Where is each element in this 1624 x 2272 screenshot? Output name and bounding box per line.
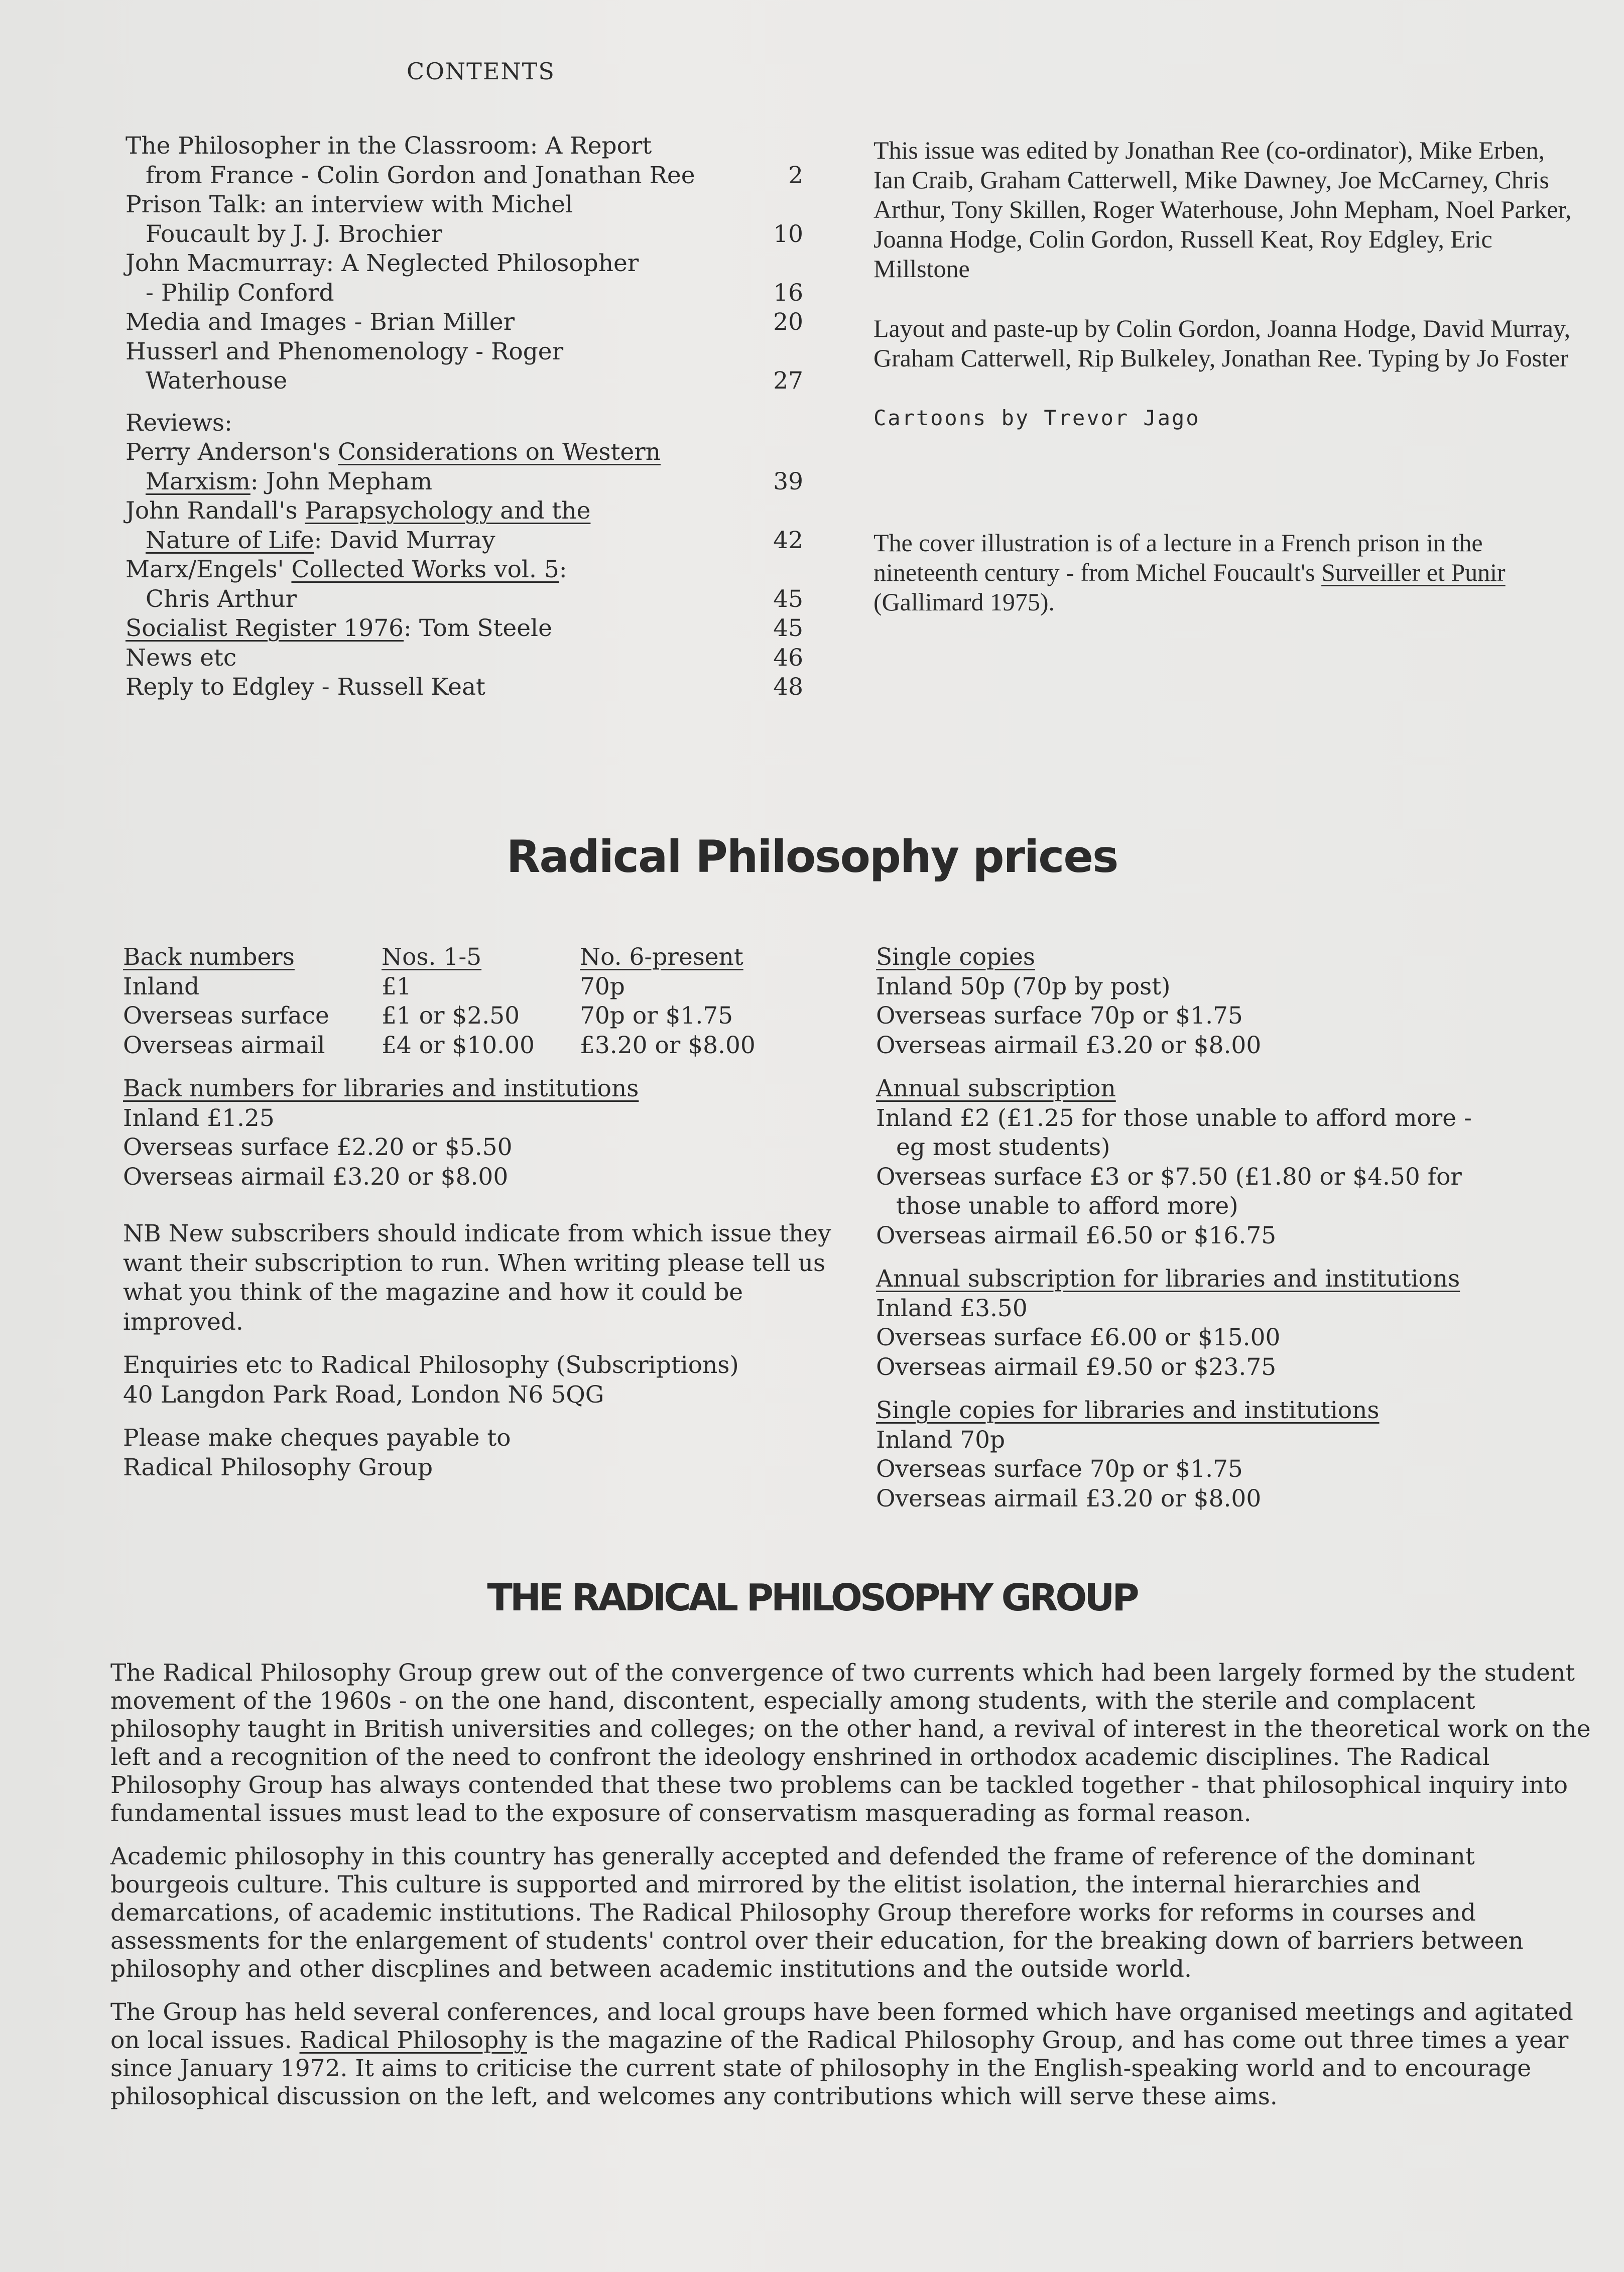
cover-text: The cover illustration is of a lecture in a French prison in the nineteenth century - from Michel Foucault's [873, 529, 1483, 586]
price-line: Overseas surface £2.20 or $5.50 [123, 1133, 513, 1161]
price-line: Overseas airmail £3.20 or $8.00 [876, 1031, 1262, 1059]
reviewer: : David Murray [314, 526, 495, 554]
back-numbers-table [123, 943, 851, 1060]
toc-page: 45 [773, 585, 803, 613]
price-line: Overseas airmail £3.20 or $8.00 [123, 1163, 509, 1191]
price-line: Overseas surface 70p or $1.75 [876, 1002, 1243, 1030]
section-heading: Annual subscription for libraries and institutions [876, 1265, 1460, 1293]
toc-page: 27 [773, 367, 803, 395]
price-line: eg most students) [896, 1133, 1110, 1161]
group-paragraph [110, 1998, 1591, 2111]
toc-page: 20 [773, 308, 803, 336]
cheques-note [123, 1424, 851, 1482]
toc-page: 39 [773, 467, 803, 495]
toc-entry [126, 614, 803, 644]
review-book-title: Nature of Life [146, 526, 314, 554]
note-line: Radical Philosophy Group [123, 1453, 433, 1481]
toc-entry [126, 308, 803, 337]
layout-paragraph: Layout and paste-up by Colin Gordon, Joanna Hodge, David Murray, Graham Catterwell, Rip Bulkeley, Jonathan Ree. Typing by Jo Foster [873, 314, 1571, 372]
table-cell: Inland [123, 972, 200, 1000]
review-author: Marx/Engels' [126, 556, 292, 583]
cover-book-title: Surveiller et Punir [1321, 558, 1506, 586]
toc-page: 46 [773, 644, 803, 672]
review-book-title: Parapsychology and the [305, 497, 591, 525]
price-line: Overseas surface 70p or $1.75 [876, 1455, 1243, 1483]
section-heading: Back numbers for libraries and institutions [123, 1075, 639, 1102]
group-heading: THE RADICAL PHILOSOPHY GROUP [487, 1576, 1137, 1619]
table-header: Back numbers [123, 943, 295, 971]
toc-title: Foucault by J. J. Brochier [146, 220, 443, 248]
annual-subscription-libraries [876, 1265, 1589, 1382]
price-line: Inland £1.25 [123, 1104, 275, 1132]
price-line: Overseas airmail £3.20 or $8.00 [876, 1484, 1262, 1512]
prices-left-column [123, 943, 851, 1482]
price-line: Inland 50p (70p by post) [876, 972, 1171, 1000]
table-header: No. 6-present [580, 943, 743, 971]
paragraph-text: The Group has held several conferences, and local groups have been formed which have organised meetings and agitated on local issues. [110, 1998, 1573, 2054]
price-line: those unable to afford more) [896, 1192, 1238, 1220]
price-line: Inland 70p [876, 1426, 1006, 1454]
punctuation: : [559, 556, 567, 583]
table-cell: 70p [580, 972, 625, 1000]
toc-page: 16 [773, 279, 803, 307]
toc-entry [126, 644, 803, 673]
cartoons-credit: Cartoons by Trevor Jago [873, 406, 1200, 430]
toc-entry [126, 496, 803, 555]
toc-page: 42 [773, 526, 803, 554]
single-copies [876, 943, 1589, 1060]
toc-title: The Philosopher in the Classroom: A Report [126, 132, 652, 160]
price-line: Overseas surface £6.00 or $15.00 [876, 1324, 1281, 1351]
section-heading: Single copies [876, 943, 1036, 971]
toc-page: 45 [773, 614, 803, 642]
review-author: John Randall's [126, 497, 305, 525]
table-of-contents [126, 132, 803, 702]
toc-entry [126, 438, 803, 496]
toc-entry [126, 190, 803, 249]
toc-entry [126, 337, 803, 396]
annual-subscription [876, 1074, 1589, 1250]
toc-page: 10 [773, 220, 803, 248]
toc-title: John Macmurray: A Neglected Philosopher [126, 249, 639, 277]
address-line: Enquiries etc to Radical Philosophy (Subscriptions) [123, 1351, 739, 1379]
issue-credits [873, 136, 1576, 647]
toc-title: - Philip Conford [146, 279, 334, 307]
review-book-title: Considerations on Western [338, 438, 661, 466]
reviewer: : Tom Steele [404, 614, 552, 642]
table-cell: Overseas surface [123, 1002, 329, 1030]
review-author: Perry Anderson's [126, 438, 338, 466]
section-heading: Single copies for libraries and institutions [876, 1397, 1380, 1424]
magazine-title: Radical Philosophy [299, 2027, 528, 2054]
section-heading: Annual subscription [876, 1075, 1116, 1102]
library-back-numbers [123, 1074, 851, 1192]
group-paragraph: The Radical Philosophy Group grew out of the convergence of two currents which had been largely formed by the student movement of the 1960s - on the one hand, discontent, especially among students, with the sterile and complacent philosophy taught in British universities and colleges; on the other hand, a revival of interest in the theoretical work on the left and a recognition of the need to confront the ideology enshrined in orthodox academic disciplines. The Radical Philosophy Group has always contended that these two problems can be tackled together - that philosophical inquiry into fundamental issues must lead to the exposure of conservatism masquerading as formal reason. [110, 1659, 1591, 1827]
price-line: Overseas surface £3 or $7.50 (£1.80 or $4.50 for [876, 1163, 1462, 1191]
cover-text: (Gallimard 1975). [873, 588, 1055, 616]
reviewer: : John Mepham [250, 467, 433, 495]
enquiries-address [123, 1351, 851, 1410]
paragraph-text: is the magazine of the Radical Philosophy Group, and has come out three times a year since January 1972. It aims to criticise the current state of philosophy in the English-speaking world and to encourage philosophical discussion on the left, and welcomes any contributions which will serve these aims. [110, 2027, 1569, 2110]
prices-right-column [876, 943, 1589, 1528]
review-book-title: Socialist Register 1976 [126, 614, 404, 642]
toc-title: Prison Talk: an interview with Michel [126, 191, 573, 218]
cover-paragraph [873, 528, 1576, 617]
toc-page: 48 [773, 673, 803, 701]
address-line: 40 Langdon Park Road, London N6 5QG [123, 1380, 604, 1409]
table-header: Nos. 1-5 [382, 943, 482, 971]
price-line: Overseas airmail £6.50 or $16.75 [876, 1221, 1277, 1249]
price-line: Inland £2 (£1.25 for those unable to afford more - [876, 1104, 1472, 1132]
group-paragraph: Academic philosophy in this country has generally accepted and defended the frame of reference of the dominant bourgeois culture. This culture is supported and mirrored by the elitist isolation, the internal hierarchies and demarcations, of academic institutions. The Radical Philosophy Group therefore works for reforms in courses and assessments for the enlargement of students' control over their education, for the breaking down of barriers between philosophy and other discplines and between academic institutions and the outside world. [110, 1843, 1524, 1983]
table-cell: £1 [382, 972, 412, 1000]
table-cell: 70p or $1.75 [580, 1002, 733, 1030]
review-book-title: Marxism [146, 467, 251, 495]
prices-heading: Radical Philosophy prices [506, 831, 1118, 882]
single-copies-libraries [876, 1396, 1589, 1513]
table-cell: £3.20 or $8.00 [580, 1031, 756, 1059]
table-cell: Overseas airmail [123, 1031, 325, 1059]
toc-title: Reply to Edgley - Russell Keat [126, 673, 485, 701]
toc-page: 2 [788, 161, 803, 189]
nb-note: NB New subscribers should indicate from which issue they want their subscription to run. When writing please tell us what you think of the magazine and how it could be improved. [123, 1220, 831, 1336]
toc-entry [126, 555, 803, 614]
reviewer: Chris Arthur [146, 585, 297, 613]
table-cell: £4 or $10.00 [382, 1031, 535, 1059]
price-line: Inland £3.50 [876, 1294, 1028, 1322]
note-line: Please make cheques payable to [123, 1424, 511, 1452]
reviews-label: Reviews: [126, 409, 232, 437]
toc-entry [126, 132, 803, 190]
toc-title: from France - Colin Gordon and Jonathan Ree [146, 161, 695, 189]
toc-entry [126, 673, 803, 702]
price-line: Overseas airmail £9.50 or $23.75 [876, 1353, 1277, 1381]
group-description [110, 1659, 1591, 2126]
table-cell: £1 or $2.50 [382, 1002, 520, 1030]
toc-title: Media and Images - Brian Miller [126, 308, 515, 336]
review-book-title: Collected Works vol. 5 [291, 556, 559, 583]
contents-heading: CONTENTS [407, 58, 555, 85]
toc-title: News etc [126, 644, 237, 672]
editors-paragraph: This issue was edited by Jonathan Ree (co-ordinator), Mike Erben, Ian Craib, Graham Catterwell, Mike Dawney, Joe McCarney, Chris Arthur, Tony Skillen, Roger Waterhouse, John Mepham, Noel Parker, Joanna Hodge, Colin Gordon, Russell Keat, Roy Edgley, Eric Millstone [873, 136, 1572, 283]
toc-title: Husserl and Phenomenology - Roger [126, 337, 564, 365]
toc-entry [126, 249, 803, 308]
toc-title: Waterhouse [146, 367, 288, 395]
